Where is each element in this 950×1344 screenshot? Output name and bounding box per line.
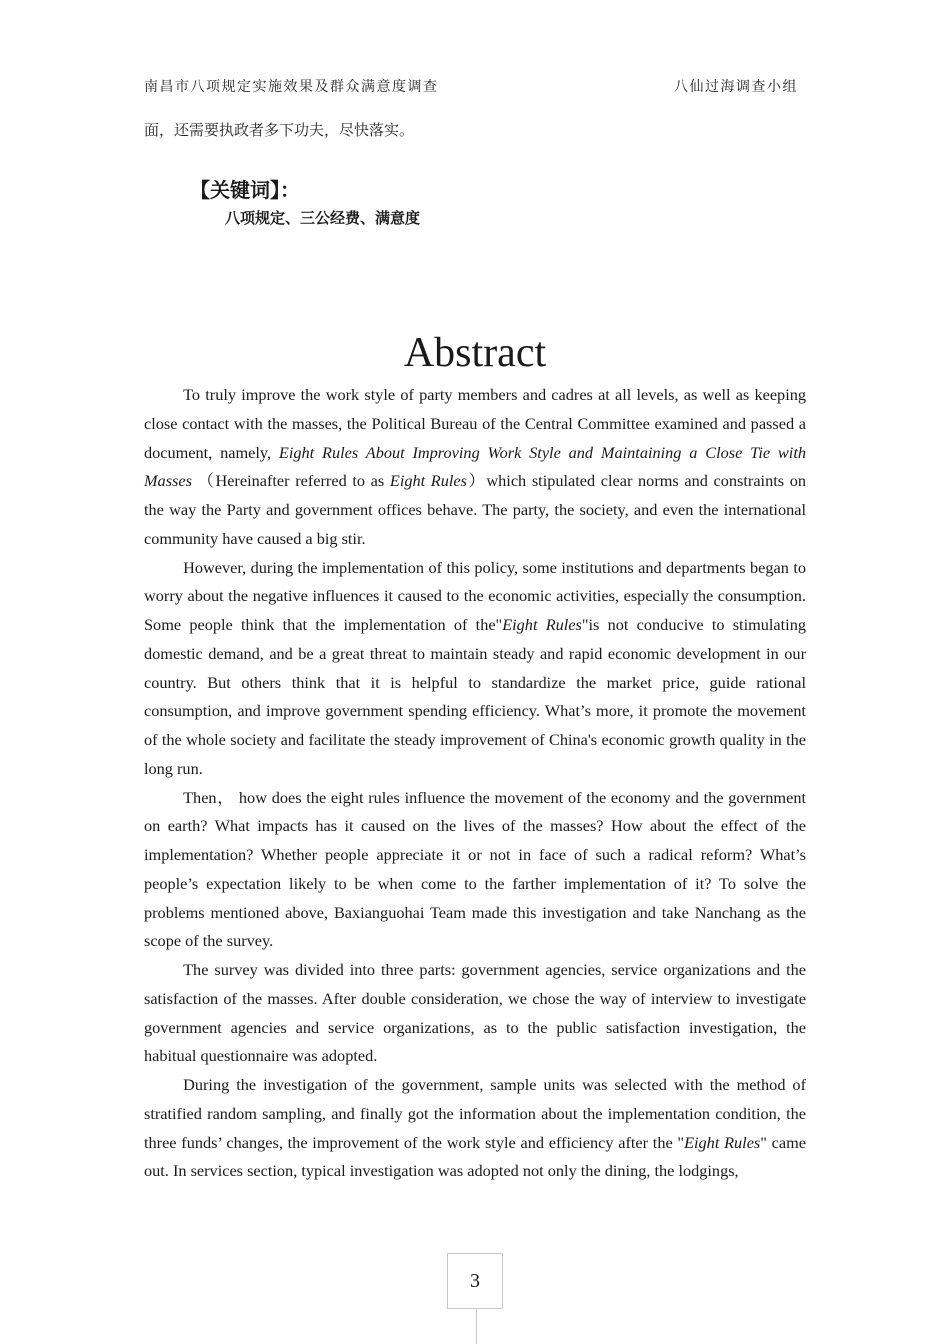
abstract-paragraph-5: During the investigation of the government, sample units was selected with the method of stratified random sampling, and finally got the information about the implementation condition, the three funds’ changes, the improvement of the work style and efficiency after the "Eight Rules" came out. In services section, typical investigation was adopted not only the dining, the lodgings, (144, 1075, 806, 1181)
abstract-paragraph-1: To truly improve the work style of party members and cadres at all levels, as well as keeping close contact with the masses, the Political Bureau of the Central Committee examined and passed a document, namely, Eight Rules About Improving Work Style and Maintaining a Close Tie with Masses （Hereinafter referred to as Eight Rules）which stipulated clear norms and constraints on the way the Party and government offices behave. The party, the society, and even the international community have caused a big stir. (144, 385, 807, 548)
abstract-body (144, 381, 806, 1186)
abstract-title: Abstract (403, 330, 547, 376)
eight-rules-term: Eight Rules (684, 1132, 761, 1152)
eight-rules-term: Eight Rules (389, 471, 467, 491)
abstract-paragraph-2: However, during the implementation of this policy, some institutions and departments began to worry about the negative influences it caused to the economic activities, especially the consumption. Some people think that the implementation of the"Eight Rules"is not conducive to stimulating domestic demand, and be a great threat to maintain steady and rapid economic development in our country. But others think that it is helpful to standardize the market price, guide rational consumption, and improve government spending efficiency. What’s more, it promote the movement of the whole society and facilitate the steady improvement of China's economic growth quality in the long run. (144, 557, 806, 778)
header-team: 八仙过海调查小组 (674, 79, 798, 95)
document-title: Eight Rules About Improving Work Style and Maintaining a Close Tie with Masses (144, 442, 806, 491)
keywords-list: 八项规定、三公经费、满意度 (225, 209, 421, 227)
page-number-connector (476, 1309, 477, 1344)
header-title: 南昌市八项规定实施效果及群众满意度调查 (144, 79, 439, 95)
page-number: 3 (447, 1253, 503, 1309)
continued-text: 面，还需要执政者多下功夫，尽快落实。 (144, 121, 415, 139)
keywords-heading: 【关键词】： (190, 178, 300, 202)
abstract-paragraph-3: Then， how does the eight rules influence the movement of the economy and the government on earth? What impacts has it caused on the lives of the masses? How about the effect of the implementation? Whether people appreciate it or not in face of such a radical reform? What’s people’s expectation likely to be when come to the farther implementation of it? To solve the problems mentioned above, Baxianguohai Team made this investigation and take Nanchang as the scope of the survey. (144, 787, 806, 951)
abstract-paragraph-4: The survey was divided into three parts: government agencies, service organizations and the satisfaction of the masses. After double consideration, we chose the way of interview to investigate government agencies and service organizations, as to the public satisfaction investigation, the habitual questionnaire was adopted. (144, 960, 806, 1066)
eight-rules-term: Eight Rules (502, 615, 582, 634)
